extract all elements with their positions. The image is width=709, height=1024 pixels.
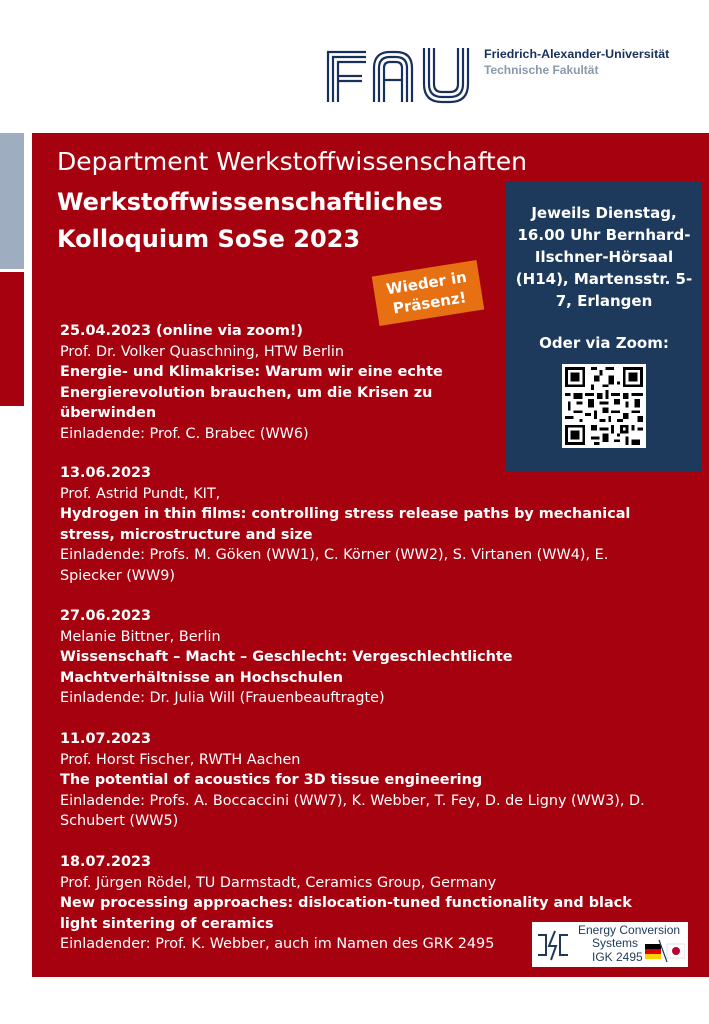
fau-logo bbox=[326, 46, 476, 104]
ecs-line-2: Systems bbox=[592, 936, 639, 950]
event-host: Einladende: Prof. C. Brabec (WW6) bbox=[60, 425, 309, 442]
event-title: New processing approaches: dislocation-tuned functionality and black light sintering of ceramics bbox=[60, 895, 632, 932]
event-speaker: Prof. Dr. Volker Quaschning, HTW Berlin bbox=[60, 343, 345, 360]
event-host: Einladende: Profs. A. Boccaccini (WW7), K. Webber, T. Fey, D. de Ligny (WW3), D. Schubert (WW5) bbox=[60, 792, 645, 829]
event-host: Einladender: Prof. K. Webber, auch im Namen des GRK 2495 bbox=[60, 936, 495, 952]
flags-icon bbox=[645, 938, 685, 964]
event-title: The potential of acoustics for 3D tissue engineering bbox=[60, 772, 483, 788]
event-3 bbox=[60, 606, 660, 709]
accent-bar-gray bbox=[0, 133, 24, 269]
event-title: Wissenschaft – Macht – Geschlecht: Vergeschlechtlichte Machtverhältnisse an Hochschulen bbox=[60, 649, 513, 686]
title-line-2: Kolloquium SoSe 2023 bbox=[57, 225, 361, 253]
schedule-text: Jeweils Dienstag, 16.00 Uhr Bernhard-Ilschner-Hörsaal (H14), Martensstr. 5-7, Erlangen bbox=[515, 204, 693, 310]
event-speaker: Melanie Bittner, Berlin bbox=[60, 628, 221, 645]
presence-badge: Wieder in Präsenz! bbox=[372, 260, 485, 326]
event-date: 27.06.2023 bbox=[60, 608, 152, 624]
faculty-name: Technische Fakultät bbox=[484, 63, 599, 77]
event-speaker: Prof. Astrid Pundt, KIT, bbox=[60, 485, 221, 502]
event-date: 18.07.2023 bbox=[60, 854, 152, 870]
event-host: Einladende: Profs. M. Göken (WW1), C. Körner (WW2), S. Virtanen (WW4), E. Spiecker (WW9) bbox=[60, 547, 609, 584]
event-title: Energie- und Klimakrise: Warum wir eine echte Energierevolution brauchen, um die Krisen zu überwinden bbox=[60, 364, 443, 421]
accent-bar-red bbox=[0, 272, 24, 406]
event-2 bbox=[60, 463, 660, 586]
poster-title bbox=[57, 184, 497, 258]
event-1 bbox=[60, 321, 660, 444]
event-host: Einladende: Dr. Julia Will (Frauenbeauftragte) bbox=[60, 690, 385, 706]
department-name: Department Werkstoffwissenschaften bbox=[57, 147, 527, 176]
event-speaker: Prof. Jürgen Rödel, TU Darmstadt, Ceramics Group, Germany bbox=[60, 874, 497, 891]
zoom-label: Oder via Zoom: bbox=[539, 334, 669, 352]
title-line-1: Werkstoffwissenschaftliches bbox=[57, 188, 443, 216]
event-date: 13.06.2023 bbox=[60, 465, 152, 481]
event-speaker: Prof. Horst Fischer, RWTH Aachen bbox=[60, 751, 301, 768]
event-date: 11.07.2023 bbox=[60, 731, 152, 747]
event-date: 25.04.2023 (online via zoom!) bbox=[60, 323, 303, 339]
ecs-line-3: IGK 2495 bbox=[592, 950, 643, 964]
event-title: Hydrogen in thin films: controlling stress release paths by mechanical stress, microstructure and size bbox=[60, 506, 631, 543]
university-name: Friedrich-Alexander-Universität bbox=[484, 47, 670, 61]
energy-systems-icon bbox=[535, 927, 571, 963]
event-4 bbox=[60, 729, 660, 832]
ecs-logo bbox=[532, 922, 688, 967]
ecs-line-1: Energy Conversion bbox=[578, 923, 681, 937]
